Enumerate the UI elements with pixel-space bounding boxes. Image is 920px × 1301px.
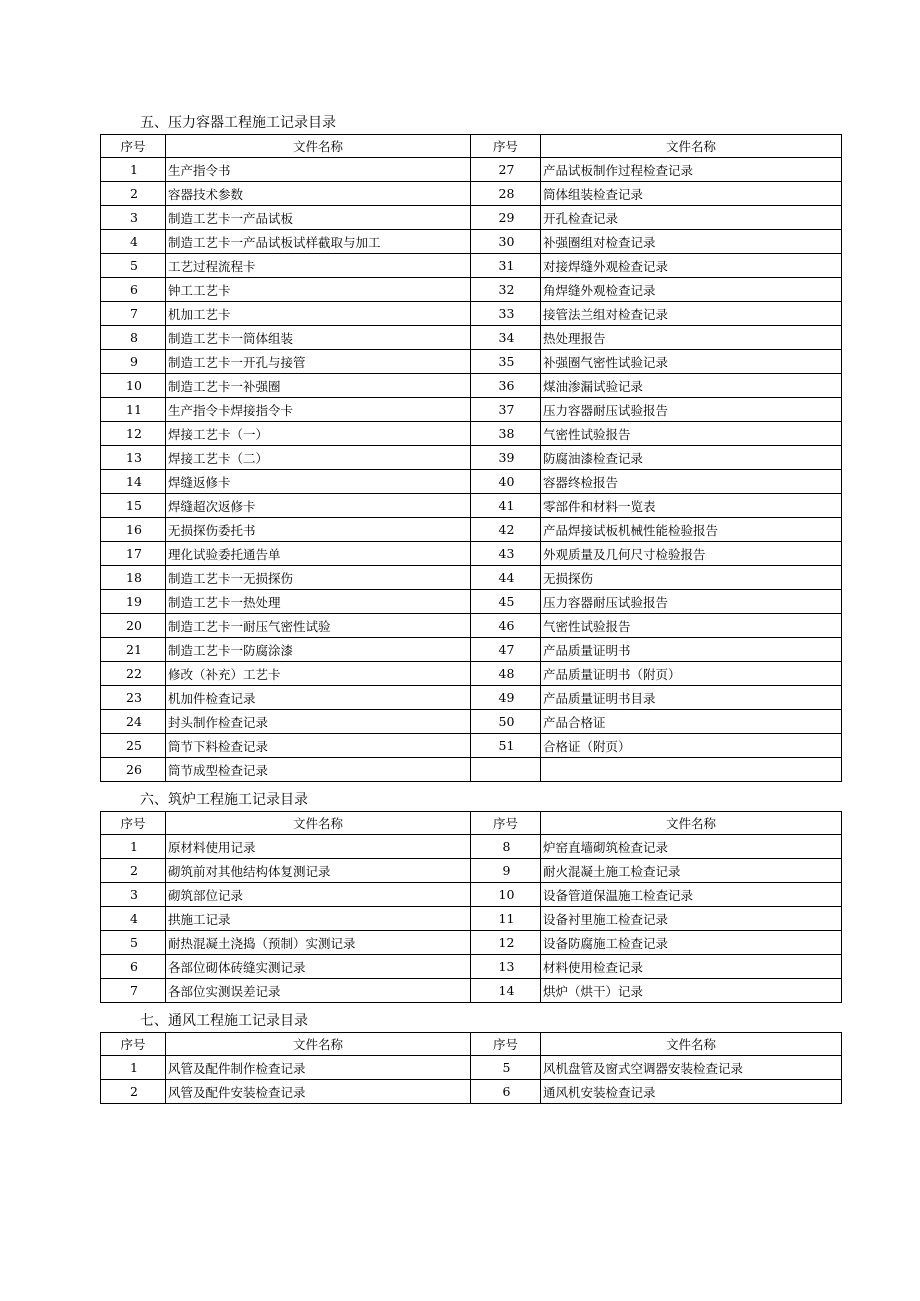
right-name-cell: 零部件和材料一览表 xyxy=(541,494,842,518)
right-serial-cell xyxy=(471,758,541,782)
right-name-cell: 补强圈气密性试验记录 xyxy=(541,350,842,374)
right-serial-cell: 8 xyxy=(471,835,541,859)
right-serial-cell: 34 xyxy=(471,326,541,350)
table-row xyxy=(101,979,842,1003)
right-name-cell: 筒体组装检查记录 xyxy=(541,182,842,206)
table-row xyxy=(101,710,842,734)
left-serial-cell: 5 xyxy=(101,931,166,955)
right-name-cell: 气密性试验报告 xyxy=(541,422,842,446)
left-serial-cell: 3 xyxy=(101,883,166,907)
table-row xyxy=(101,182,842,206)
left-name-cell: 生产指令卡焊接指令卡 xyxy=(166,398,471,422)
left-serial-cell: 3 xyxy=(101,206,166,230)
right-name-cell: 无损探伤 xyxy=(541,566,842,590)
section-title-furnace: 六、筑炉工程施工记录目录 xyxy=(140,792,308,808)
right-serial-cell: 31 xyxy=(471,254,541,278)
right-serial-cell: 9 xyxy=(471,859,541,883)
right-name-cell: 合格证（附页） xyxy=(541,734,842,758)
left-name-cell: 机加件检查记录 xyxy=(166,686,471,710)
left-name-cell: 焊接工艺卡（一） xyxy=(166,422,471,446)
left-name-cell: 风管及配件安装检查记录 xyxy=(166,1080,471,1104)
left-serial-cell: 1 xyxy=(101,158,166,182)
table-row xyxy=(101,470,842,494)
left-name-cell: 制造工艺卡一防腐涂漆 xyxy=(166,638,471,662)
right-name-cell: 补强圈组对检查记录 xyxy=(541,230,842,254)
left-serial-cell: 25 xyxy=(101,734,166,758)
left-name-cell: 制造工艺卡一补强圈 xyxy=(166,374,471,398)
right-name-cell: 开孔检查记录 xyxy=(541,206,842,230)
left-name-cell: 砌筑前对其他结构体复测记录 xyxy=(166,859,471,883)
right-name-cell: 炉窑直墙砌筑检查记录 xyxy=(541,835,842,859)
right-serial-cell: 43 xyxy=(471,542,541,566)
left-serial-cell: 13 xyxy=(101,446,166,470)
table-row xyxy=(101,686,842,710)
left-serial-cell: 2 xyxy=(101,1080,166,1104)
left-serial-cell: 1 xyxy=(101,835,166,859)
right-name-cell: 防腐油漆检查记录 xyxy=(541,446,842,470)
table-row xyxy=(101,883,842,907)
left-serial-cell: 7 xyxy=(101,979,166,1003)
table-row xyxy=(101,302,842,326)
table-row xyxy=(101,1080,842,1104)
right-name-cell: 气密性试验报告 xyxy=(541,614,842,638)
left-name-cell: 筒节成型检查记录 xyxy=(166,758,471,782)
table-row xyxy=(101,374,842,398)
right-serial-cell: 28 xyxy=(471,182,541,206)
left-serial-cell: 20 xyxy=(101,614,166,638)
header-serial-number-right: 序号 xyxy=(471,135,541,158)
left-name-cell: 焊缝超次返修卡 xyxy=(166,494,471,518)
header-serial-number-left: 序号 xyxy=(101,812,166,835)
left-name-cell: 无损探伤委托书 xyxy=(166,518,471,542)
table-row xyxy=(101,518,842,542)
left-serial-cell: 1 xyxy=(101,1056,166,1080)
table-row xyxy=(101,230,842,254)
right-serial-cell: 33 xyxy=(471,302,541,326)
right-serial-cell: 47 xyxy=(471,638,541,662)
table-row xyxy=(101,614,842,638)
left-name-cell: 制造工艺卡一耐压气密性试验 xyxy=(166,614,471,638)
table-row xyxy=(101,206,842,230)
left-serial-cell: 17 xyxy=(101,542,166,566)
left-name-cell: 制造工艺卡一无损探伤 xyxy=(166,566,471,590)
header-serial-number-left: 序号 xyxy=(101,135,166,158)
header-serial-number-left: 序号 xyxy=(101,1033,166,1056)
right-name-cell: 烘炉（烘干）记录 xyxy=(541,979,842,1003)
right-serial-cell: 44 xyxy=(471,566,541,590)
table-row xyxy=(101,590,842,614)
left-name-cell: 生产指令书 xyxy=(166,158,471,182)
left-name-cell: 砌筑部位记录 xyxy=(166,883,471,907)
table-row xyxy=(101,158,842,182)
right-name-cell: 压力容器耐压试验报告 xyxy=(541,590,842,614)
left-name-cell: 工艺过程流程卡 xyxy=(166,254,471,278)
right-serial-cell: 48 xyxy=(471,662,541,686)
right-serial-cell: 39 xyxy=(471,446,541,470)
table-row xyxy=(101,907,842,931)
record-table-pressure-vessel xyxy=(100,134,842,782)
left-name-cell: 风管及配件制作检查记录 xyxy=(166,1056,471,1080)
right-name-cell: 产品质量证明书 xyxy=(541,638,842,662)
right-name-cell: 设备衬里施工检查记录 xyxy=(541,907,842,931)
right-name-cell: 产品焊接试板机械性能检验报告 xyxy=(541,518,842,542)
document-page xyxy=(100,112,841,1104)
header-serial-number-right: 序号 xyxy=(471,812,541,835)
left-name-cell: 封头制作检查记录 xyxy=(166,710,471,734)
table-row xyxy=(101,835,842,859)
right-name-cell: 压力容器耐压试验报告 xyxy=(541,398,842,422)
section-title-ventilation: 七、通风工程施工记录目录 xyxy=(140,1013,308,1029)
left-serial-cell: 24 xyxy=(101,710,166,734)
left-serial-cell: 2 xyxy=(101,182,166,206)
left-serial-cell: 26 xyxy=(101,758,166,782)
right-serial-cell: 51 xyxy=(471,734,541,758)
table-row xyxy=(101,859,842,883)
right-serial-cell: 38 xyxy=(471,422,541,446)
table-row xyxy=(101,931,842,955)
header-serial-number-right: 序号 xyxy=(471,1033,541,1056)
header-file-name-left: 文件名称 xyxy=(166,812,471,835)
left-name-cell: 制造工艺卡一产品试板 xyxy=(166,206,471,230)
left-name-cell: 耐热混凝土浇捣（预制）实测记录 xyxy=(166,931,471,955)
right-serial-cell: 14 xyxy=(471,979,541,1003)
table-row xyxy=(101,422,842,446)
right-name-cell: 热处理报告 xyxy=(541,326,842,350)
left-serial-cell: 6 xyxy=(101,278,166,302)
left-serial-cell: 4 xyxy=(101,907,166,931)
left-name-cell: 制造工艺卡一热处理 xyxy=(166,590,471,614)
header-file-name-right: 文件名称 xyxy=(541,1033,842,1056)
right-serial-cell: 40 xyxy=(471,470,541,494)
right-serial-cell: 42 xyxy=(471,518,541,542)
left-serial-cell: 4 xyxy=(101,230,166,254)
table-row xyxy=(101,955,842,979)
right-serial-cell: 45 xyxy=(471,590,541,614)
left-serial-cell: 19 xyxy=(101,590,166,614)
right-serial-cell: 6 xyxy=(471,1080,541,1104)
table-row xyxy=(101,278,842,302)
left-serial-cell: 18 xyxy=(101,566,166,590)
right-serial-cell: 27 xyxy=(471,158,541,182)
right-name-cell: 设备防腐施工检查记录 xyxy=(541,931,842,955)
right-serial-cell: 29 xyxy=(471,206,541,230)
left-serial-cell: 22 xyxy=(101,662,166,686)
right-serial-cell: 49 xyxy=(471,686,541,710)
left-serial-cell: 23 xyxy=(101,686,166,710)
table-row xyxy=(101,254,842,278)
section-title-pressure-vessel: 五、压力容器工程施工记录目录 xyxy=(140,115,336,131)
left-name-cell: 拱施工记录 xyxy=(166,907,471,931)
table-row xyxy=(101,566,842,590)
left-serial-cell: 15 xyxy=(101,494,166,518)
table-row xyxy=(101,326,842,350)
right-serial-cell: 50 xyxy=(471,710,541,734)
table-row xyxy=(101,446,842,470)
right-serial-cell: 5 xyxy=(471,1056,541,1080)
table-row xyxy=(101,758,842,782)
left-serial-cell: 21 xyxy=(101,638,166,662)
right-name-cell: 产品合格证 xyxy=(541,710,842,734)
left-serial-cell: 9 xyxy=(101,350,166,374)
right-name-cell: 耐火混凝土施工检查记录 xyxy=(541,859,842,883)
header-file-name-left: 文件名称 xyxy=(166,135,471,158)
right-name-cell: 产品试板制作过程检查记录 xyxy=(541,158,842,182)
left-name-cell: 焊缝返修卡 xyxy=(166,470,471,494)
table-row xyxy=(101,398,842,422)
left-name-cell: 各部位实测误差记录 xyxy=(166,979,471,1003)
left-serial-cell: 10 xyxy=(101,374,166,398)
right-serial-cell: 30 xyxy=(471,230,541,254)
right-name-cell: 通风机安装检查记录 xyxy=(541,1080,842,1104)
right-serial-cell: 46 xyxy=(471,614,541,638)
left-name-cell: 筒节下料检查记录 xyxy=(166,734,471,758)
right-name-cell: 煤油渗漏试验记录 xyxy=(541,374,842,398)
left-serial-cell: 14 xyxy=(101,470,166,494)
header-file-name-right: 文件名称 xyxy=(541,812,842,835)
record-table-furnace xyxy=(100,811,842,1003)
left-name-cell: 修改（补充）工艺卡 xyxy=(166,662,471,686)
right-name-cell xyxy=(541,758,842,782)
table-header-row xyxy=(101,135,842,158)
table-header-row xyxy=(101,1033,842,1056)
left-serial-cell: 2 xyxy=(101,859,166,883)
left-name-cell: 原材料使用记录 xyxy=(166,835,471,859)
left-name-cell: 焊接工艺卡（二） xyxy=(166,446,471,470)
left-serial-cell: 8 xyxy=(101,326,166,350)
header-file-name-left: 文件名称 xyxy=(166,1033,471,1056)
left-name-cell: 制造工艺卡一开孔与接管 xyxy=(166,350,471,374)
right-name-cell: 材料使用检查记录 xyxy=(541,955,842,979)
right-serial-cell: 10 xyxy=(471,883,541,907)
right-name-cell: 接管法兰组对检查记录 xyxy=(541,302,842,326)
left-serial-cell: 7 xyxy=(101,302,166,326)
table-row xyxy=(101,542,842,566)
table-row xyxy=(101,350,842,374)
right-name-cell: 设备管道保温施工检查记录 xyxy=(541,883,842,907)
right-name-cell: 产品质量证明书（附页） xyxy=(541,662,842,686)
left-name-cell: 钟工工艺卡 xyxy=(166,278,471,302)
table-row xyxy=(101,494,842,518)
table-row xyxy=(101,1056,842,1080)
left-serial-cell: 16 xyxy=(101,518,166,542)
left-name-cell: 机加工艺卡 xyxy=(166,302,471,326)
left-serial-cell: 6 xyxy=(101,955,166,979)
left-name-cell: 各部位砌体砖缝实测记录 xyxy=(166,955,471,979)
table-row xyxy=(101,734,842,758)
right-serial-cell: 35 xyxy=(471,350,541,374)
left-name-cell: 制造工艺卡一筒体组装 xyxy=(166,326,471,350)
table-row xyxy=(101,638,842,662)
record-table-ventilation xyxy=(100,1032,842,1104)
left-name-cell: 制造工艺卡一产品试板试样截取与加工 xyxy=(166,230,471,254)
right-serial-cell: 13 xyxy=(471,955,541,979)
header-file-name-right: 文件名称 xyxy=(541,135,842,158)
right-name-cell: 对接焊缝外观检查记录 xyxy=(541,254,842,278)
table-row xyxy=(101,662,842,686)
right-name-cell: 容器终检报告 xyxy=(541,470,842,494)
right-name-cell: 产品质量证明书目录 xyxy=(541,686,842,710)
right-serial-cell: 36 xyxy=(471,374,541,398)
right-name-cell: 角焊缝外观检查记录 xyxy=(541,278,842,302)
left-name-cell: 理化试验委托通告单 xyxy=(166,542,471,566)
right-serial-cell: 32 xyxy=(471,278,541,302)
right-name-cell: 外观质量及几何尺寸检验报告 xyxy=(541,542,842,566)
right-serial-cell: 41 xyxy=(471,494,541,518)
left-name-cell: 容器技术参数 xyxy=(166,182,471,206)
right-serial-cell: 37 xyxy=(471,398,541,422)
left-serial-cell: 5 xyxy=(101,254,166,278)
section-gap xyxy=(100,1003,841,1010)
left-serial-cell: 12 xyxy=(101,422,166,446)
right-name-cell: 风机盘管及窗式空调器安装检查记录 xyxy=(541,1056,842,1080)
section-gap xyxy=(100,782,841,789)
left-serial-cell: 11 xyxy=(101,398,166,422)
right-serial-cell: 11 xyxy=(471,907,541,931)
right-serial-cell: 12 xyxy=(471,931,541,955)
table-header-row xyxy=(101,812,842,835)
